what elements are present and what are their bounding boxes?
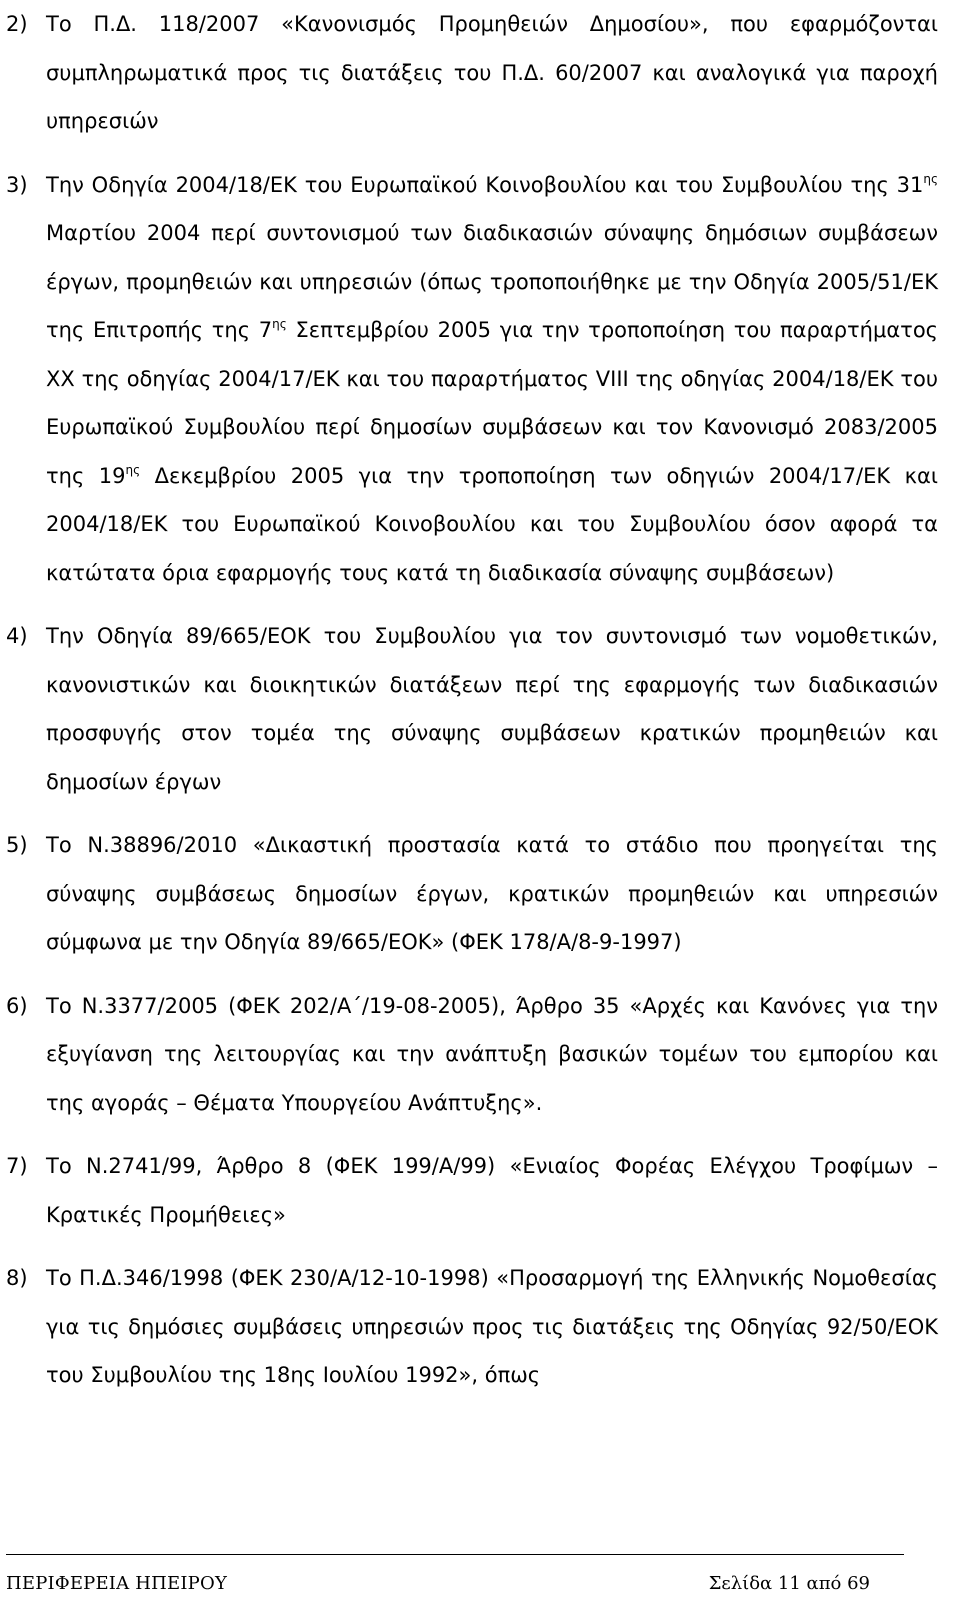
- footer-divider: [6, 1554, 904, 1555]
- item-text: Το Π.Δ.346/1998 (ΦΕΚ 230/Α/12-10-1998) «Προσαρμογή της Ελληνικής Νομοθεσίας για τις δημόσιες συμβάσεις υπηρεσιών προς τις διατάξεις της Οδηγίας 92/50/ΕΟΚ του Συμβουλίου της 18ης Ιουλίου 1992», όπως: [46, 1266, 938, 1387]
- item-text: Την Οδηγία 89/665/ΕΟΚ του Συμβουλίου για τον συντονισμό των νομοθετικών, κανονιστικών και διοικητικών διατάξεων περί της εφαρμογής των διαδικασιών προσφυγής στον τομέα της σύναψης συμβάσεων κρατικών προμηθειών και δημοσίων έργων: [46, 624, 938, 794]
- item-text: Το Π.Δ. 118/2007 «Κανονισμός Προμηθειών Δημοσίου», που εφαρμόζονται συμπληρωματικά προς τις διατάξεις του Π.Δ. 60/2007 και αναλογικά για παροχή υπηρεσιών: [46, 12, 938, 133]
- item-text: Την Οδηγία 2004/18/ΕΚ του Ευρωπαϊκού Κοινοβουλίου και του Συμβουλίου της 31: [46, 172, 924, 197]
- list-item: [6, 0, 938, 146]
- ordinal-superscript: ης: [923, 171, 938, 186]
- item-number: 2): [6, 12, 28, 36]
- page-number: Σελίδα 11 από 69: [708, 1573, 870, 1594]
- footer-organization: ΠΕΡΙΦΕΡΕΙΑ ΗΠΕΙΡΟΥ: [6, 1573, 228, 1594]
- list-item: [6, 821, 938, 967]
- list-item: [6, 1254, 938, 1400]
- ordinal-superscript: ης: [125, 462, 141, 477]
- item-number: 3): [6, 172, 28, 197]
- item-number: 6): [6, 993, 28, 1018]
- list-item: [6, 1142, 938, 1239]
- ordinal-superscript: ης: [272, 317, 287, 331]
- item-number: 4): [6, 624, 28, 648]
- item-text: Δεκεμβρίου 2005 για την τροποποίηση των οδηγιών 2004/17/ΕΚ και 2004/18/ΕΚ του Ευρωπαϊκού Κοινοβουλίου και του Συμβουλίου όσον αφορά τα κατώτατα όρια εφαρμογής τους κατά τη διαδικασία σύναψης συμβάσεων): [46, 463, 938, 585]
- list-item: [6, 612, 938, 806]
- item-number: 5): [6, 833, 28, 857]
- item-text: Σεπτεμβρίου 2005 για την τροποποίηση του παραρτήματος ΧΧ της οδηγίας 2004/17/ΕΚ και του παραρτήματος VIII της οδηγίας 2004/18/ΕΚ του Ευρωπαϊκού Συμβουλίου περί δημοσίων συμβάσεων και τον Κανονισμό 2083/2005 της 19: [46, 318, 938, 488]
- item-number: 7): [6, 1154, 28, 1178]
- list-item: [6, 161, 938, 598]
- legislation-list: [6, 0, 938, 1415]
- item-number: 8): [6, 1266, 28, 1290]
- list-item: [6, 982, 938, 1128]
- item-text: Το Ν.38896/2010 «Δικαστική προστασία κατά το στάδιο που προηγείται της σύναψης συμβάσεως δημοσίων έργων, κρατικών προμηθειών και υπηρεσιών σύμφωνα με την Οδηγία 89/665/ΕΟΚ» (ΦΕΚ 178/Α/8-9-1997): [46, 833, 938, 954]
- item-text: Μαρτίου 2004 περί συντονισμού των διαδικασιών σύναψης δημόσιων συμβάσεων έργων, προμηθειών και υπηρεσιών (όπως τροποποιήθηκε με την Οδηγία 2005/51/ΕΚ της Επιτροπής της 7: [46, 221, 938, 342]
- item-text: Το Ν.2741/99, Άρθρο 8 (ΦΕΚ 199/Α/99) «Ενιαίος Φορέας Ελέγχου Τροφίμων – Κρατικές Προμήθειες»: [46, 1154, 938, 1227]
- item-text: Το Ν.3377/2005 (ΦΕΚ 202/Α΄/19-08-2005), Άρθρο 35 «Αρχές και Κανόνες για την εξυγίανση της λειτουργίας και την ανάπτυξη βασικών τομέων του εμπορίου και της αγοράς – Θέματα Υπουργείου Ανάπτυξης».: [46, 993, 938, 1115]
